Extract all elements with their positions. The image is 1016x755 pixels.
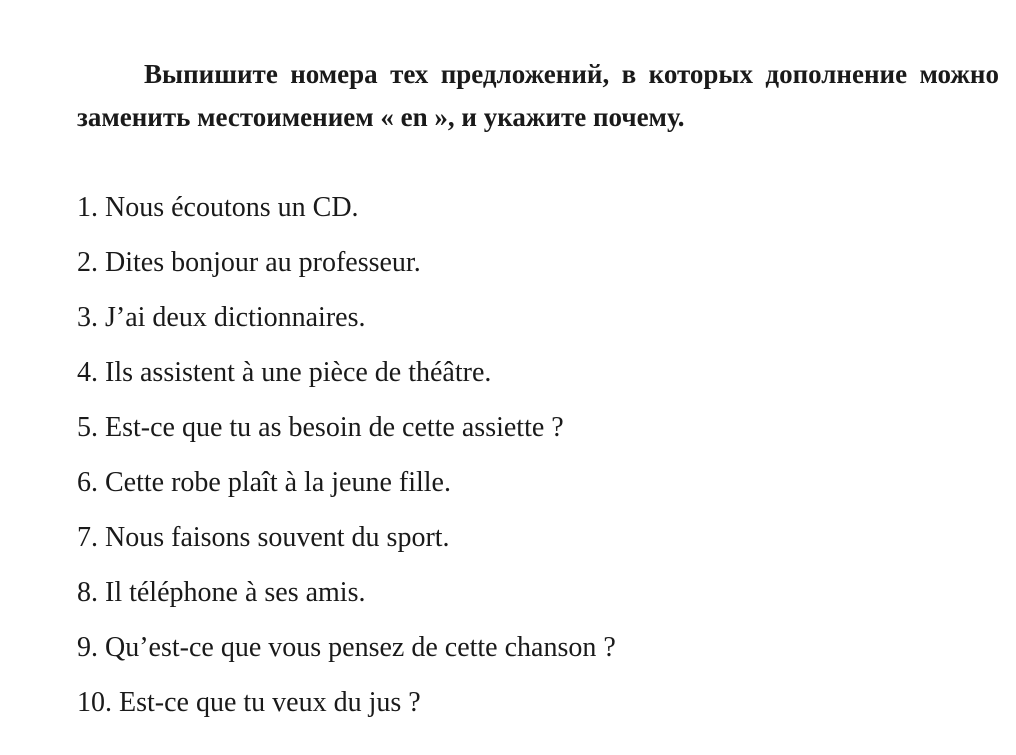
sentence-list (77, 187, 616, 737)
sentence-item: 8. Il téléphone à ses amis. (77, 577, 366, 608)
sentence-item: 5. Est-ce que tu as besoin de cette assiette ? (77, 412, 564, 443)
sentence-item: 7. Nous faisons souvent du sport. (77, 522, 450, 553)
sentence-item: 2. Dites bonjour au professeur. (77, 247, 421, 278)
sentence-item: 4. Ils assistent à une pièce de théâtre. (77, 357, 492, 388)
sentence-item: 9. Qu’est-ce que vous pensez de cette chanson ? (77, 632, 616, 663)
exercise-instruction: Выпишите номера тех предложений, в которых дополнение можно заменить местоимением « en », и укажите почему. (77, 59, 999, 132)
sentence-item: 10. Est-ce que tu veux du jus ? (77, 687, 421, 718)
sentence-item: 3. J’ai deux dictionnaires. (77, 302, 366, 333)
sentence-item: 6. Cette robe plaît à la jeune fille. (77, 467, 451, 498)
sentence-item: 1. Nous écoutons un CD. (77, 192, 359, 223)
